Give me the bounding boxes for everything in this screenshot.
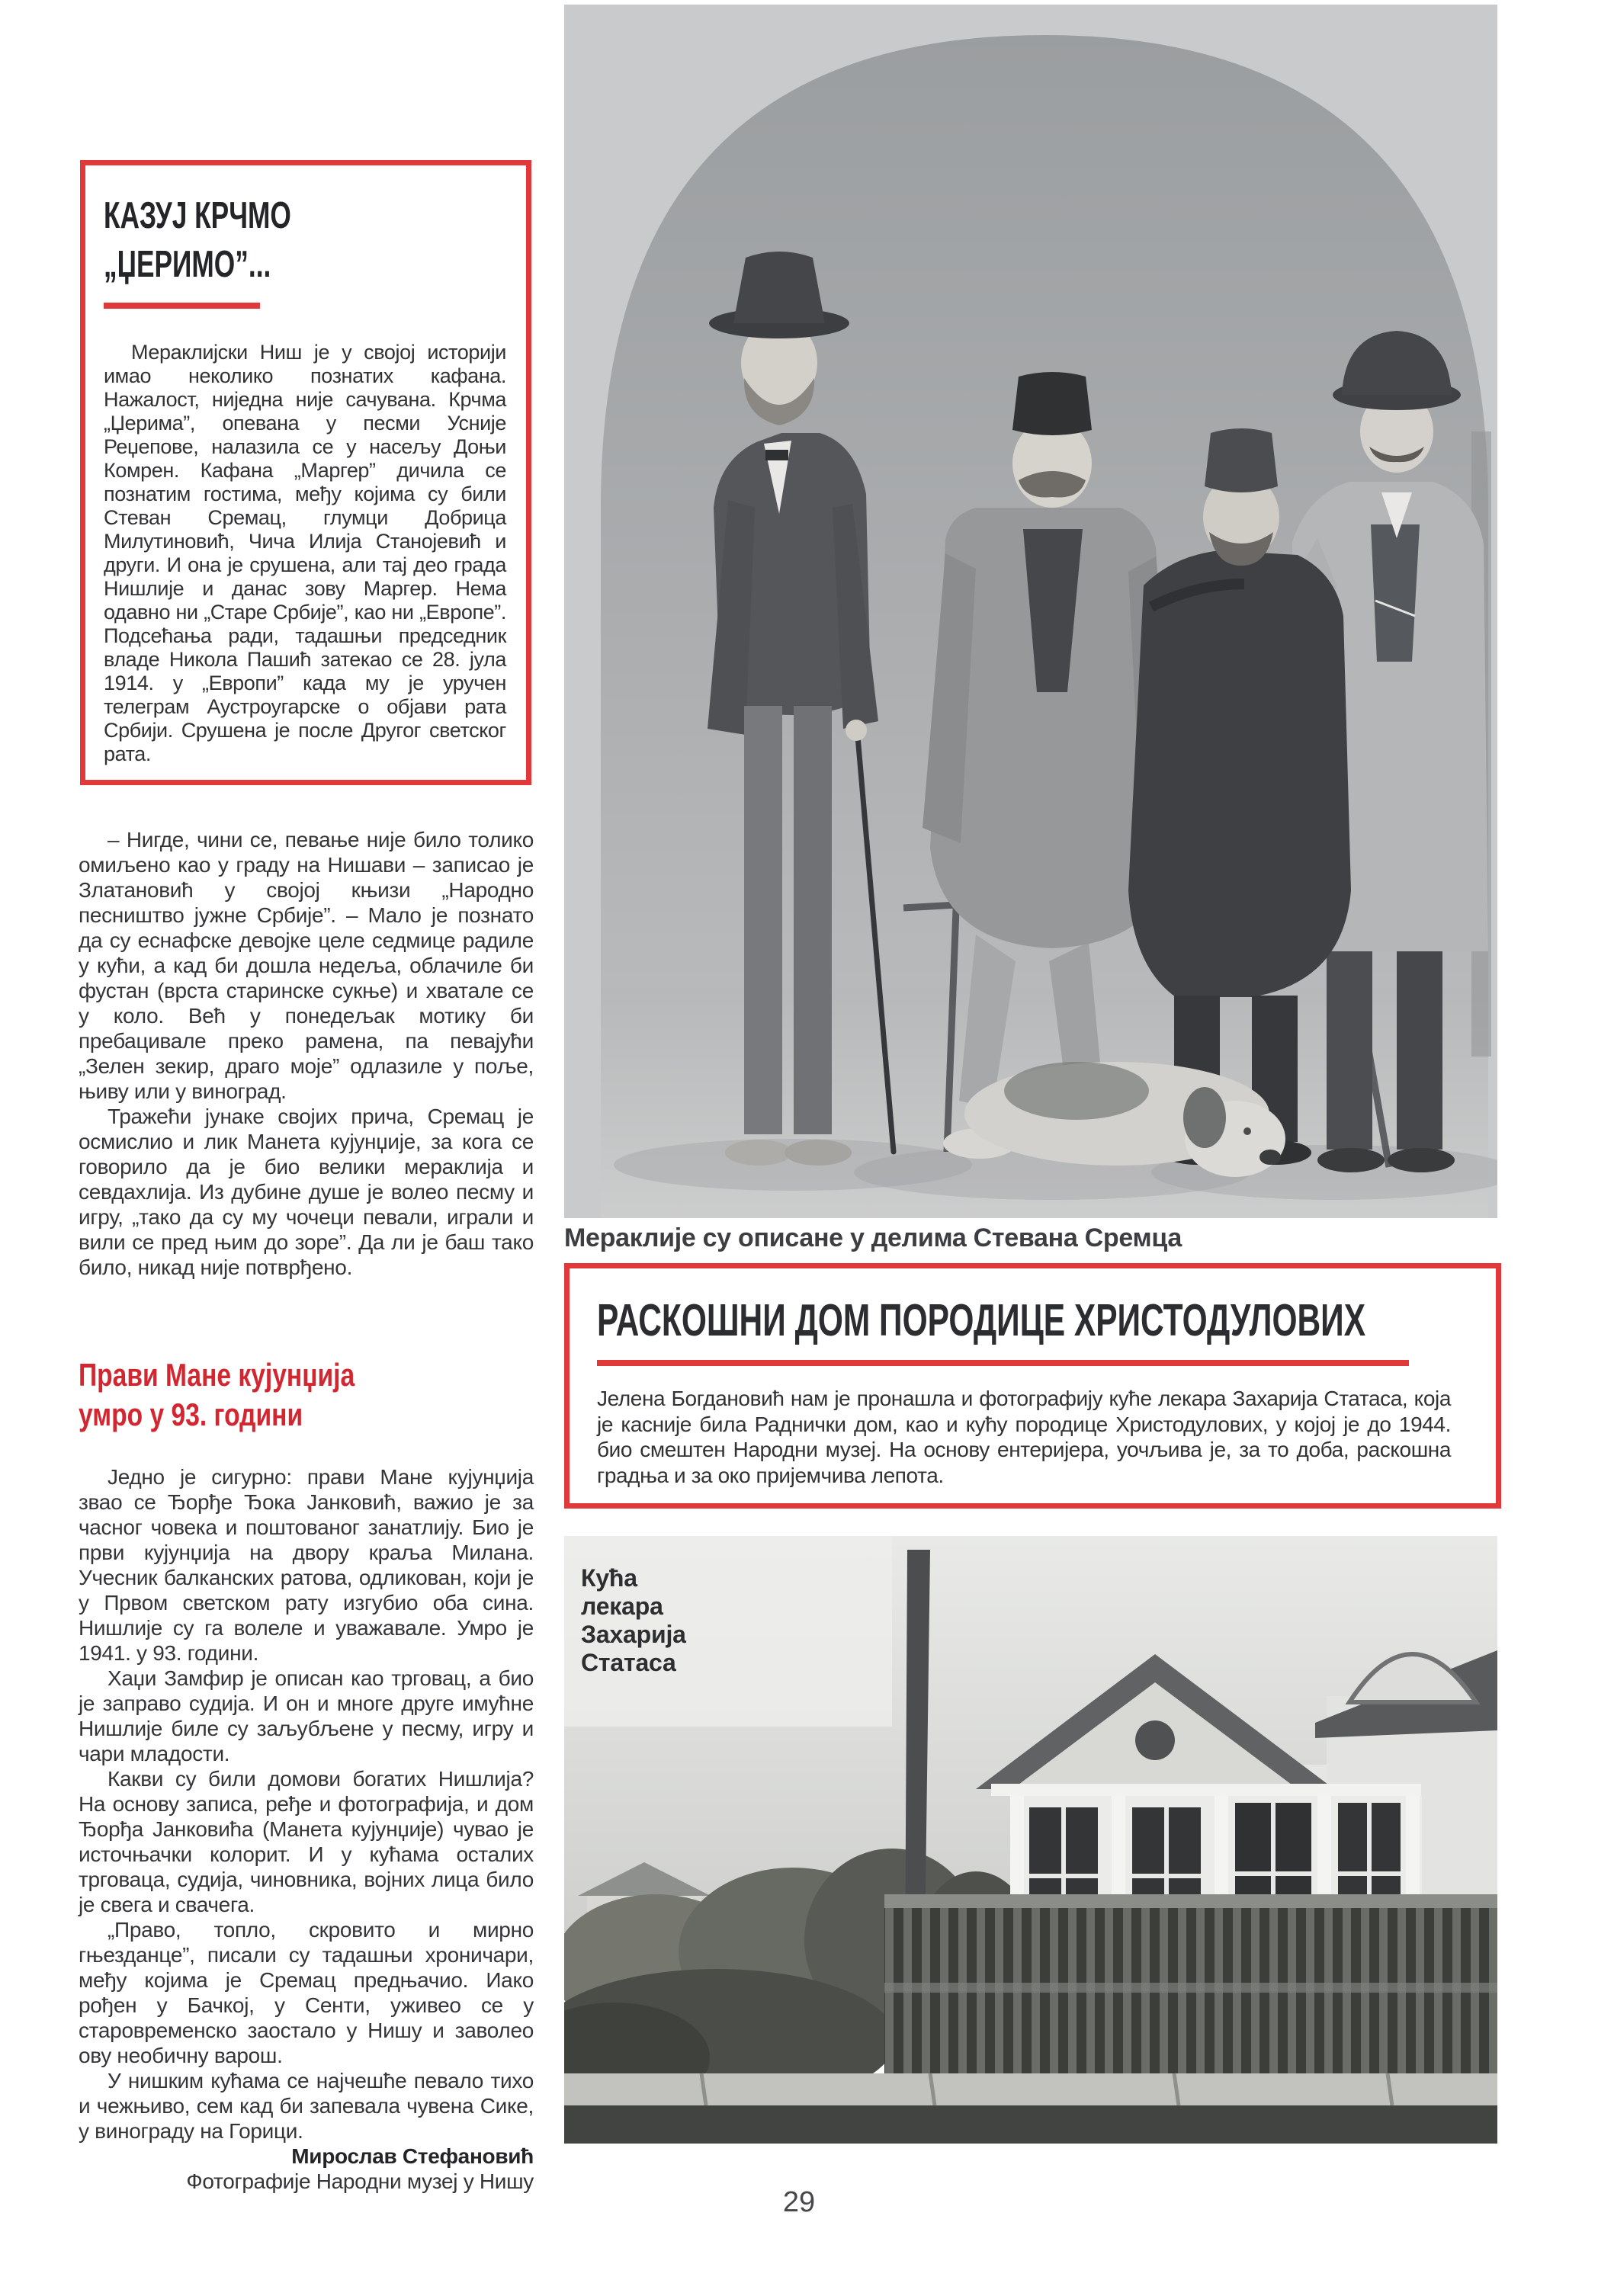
sidebar-article-box [80, 160, 531, 785]
title-underline-rule [104, 303, 260, 309]
feature-heading-text: РАСКОШНИ ДОМ ПОРОДИЦЕ ХРИСТОДУЛОВИХ [597, 1295, 1366, 1345]
article-top-paragraphs [79, 827, 534, 1280]
house-label-line: Кућа [581, 1564, 637, 1592]
sidebar-title-line1: КАЗУЈ КРЧМО [104, 195, 291, 236]
subheading-line1: Прави Мане кујунџија [79, 1357, 355, 1393]
article-paragraph: – Нигде, чини се, певање није било толико омиљено као у граду на Нишави – записао је Златановић у својој књизи „Народно песништво јужне Србије”. – Мало је познато да су еснафске девојке целе седмице радиле у кући, а кад би дошла недеља, облачиле би фустан (врста старинске сукње) и хватале се у коло. Већ у понедељак мотику би пребацивале преко рамена, па певајући „Зелен зекир, драго моје” одлазиле у поље, њиву или у виноград. [79, 828, 534, 1103]
house-photo [564, 1536, 1497, 2144]
feature-underline-rule [597, 1360, 1409, 1366]
feature-heading [597, 1296, 1465, 1345]
article-paragraph: Једно је сигурно: прави Мане кујунџија звао се Ђорђе Ђока Јанковић, важио је за часног човека и поштованог занатлију. Био је први кујунџија на двору краља Милана. Учесник балканских ратова, одликован, који је у Првом светском рату изгубио оба сина. Нишлије су га волеле и уважавале. Умро је 1941. у 93. години. [79, 1465, 534, 1665]
section-subheading [79, 1355, 424, 1435]
men-group-photo [564, 5, 1497, 1218]
article-paragraph: Хаџи Замфир је описан као трговац, а био је заправо судија. И он и многе друге имућне Нишлије биле су заљубљене у песму, игру и чари младости. [79, 1666, 534, 1765]
article-paragraph: „Право, топло, скровито и мирно гњезданце”, писали су тадашњи хроничари, међу којима је Сремац предњачио. Иако рођен у Бачкој, у Сенти, уживео се у старовременско заостало у Нишу и заволео ову необичну варош. [79, 1918, 534, 2067]
sidebar-title-line2: „ЏЕРИМО”... [104, 244, 271, 285]
men-photo-caption: Мераклије су описане у делима Стевана Сремца [564, 1223, 1182, 1252]
page-number: 29 [782, 2186, 816, 2218]
article-paragraph: Тражећи јунаке својих прича, Сремац је осмислио и лик Манета кујунџије, за кога се говорило да је био велики мераклија и севдахлија. Из дубине душе је волео песму и игру, „тако да су му чочеци певали, играли и вили се пред њим до зоре”. Да ли је баш тако било, никад није потврђено. [79, 1105, 534, 1279]
sidebar-body-text: Мераклијски Ниш је у својој историји имао неколико познатих кафана. Нажалост, ниједна није сачувана. Крчма „Џерима”, опевана у песми Усније Реџепове, налазила се у насељу Доњи Комрен. Кафана „Маргер” дичила се познатим гостима, међу којима су били Стеван Сремац, глумци Добрица Милутиновић, Чича Илија Станојевић и други. И она је срушена, али тај део града Нишлије и данас зову Маргер. Нема одавно ни „Старе Србије”, као ни „Европе”. Подсећања ради, тадашњи председник владе Никола Пашић затекао се 28. јула 1914. у „Европи” када му је уручен телеграм Аустроугарске о објави рата Србији. Срушена је после Другог светског рата. [104, 341, 506, 765]
article-bottom-paragraphs [79, 1464, 534, 2194]
house-label-line: лекара [581, 1592, 663, 1620]
men-group-photo-art [564, 5, 1497, 1218]
subheading-line2: умро у 93. години [79, 1397, 303, 1432]
sidebar-title [104, 191, 506, 289]
house-photo-label [581, 1564, 686, 1677]
feature-box [564, 1263, 1501, 1509]
house-label-line: Захарија [581, 1621, 686, 1648]
feature-body-text: Јелена Богдановић нам је пронашла и фотографију куће лекара Захарија Статаса, која је касније била Раднички дом, као и кућу породице Христодулових, у којој је до 1944. био смештен Народни музеј. На основу ентеријера, уочљива је, за то доба, раскошна градња и за око пријемчива лепота. [597, 1387, 1451, 1487]
author-byline: Мирослав Стефановић [291, 2144, 534, 2168]
article-paragraph: У нишким кућама се најчешће певало тихо и чежњиво, сем кад би запевала чувена Сике, у винограду на Горици. [79, 2069, 534, 2143]
article-paragraph: Какви су били домови богатих Нишлија? На основу записа, ређе и фотографија, и дом Ђорђа Јанковића (Манета кујунџије) чувао је источњачки колорит. И у кућама осталих трговаца, судија, чиновника, војних лица било је свега и свачега. [79, 1767, 534, 1916]
house-photo-art [564, 1536, 1497, 2144]
house-label-line: Статаса [581, 1649, 676, 1676]
photo-credit: Фотографије Народни музеј у Нишу [186, 2169, 534, 2193]
